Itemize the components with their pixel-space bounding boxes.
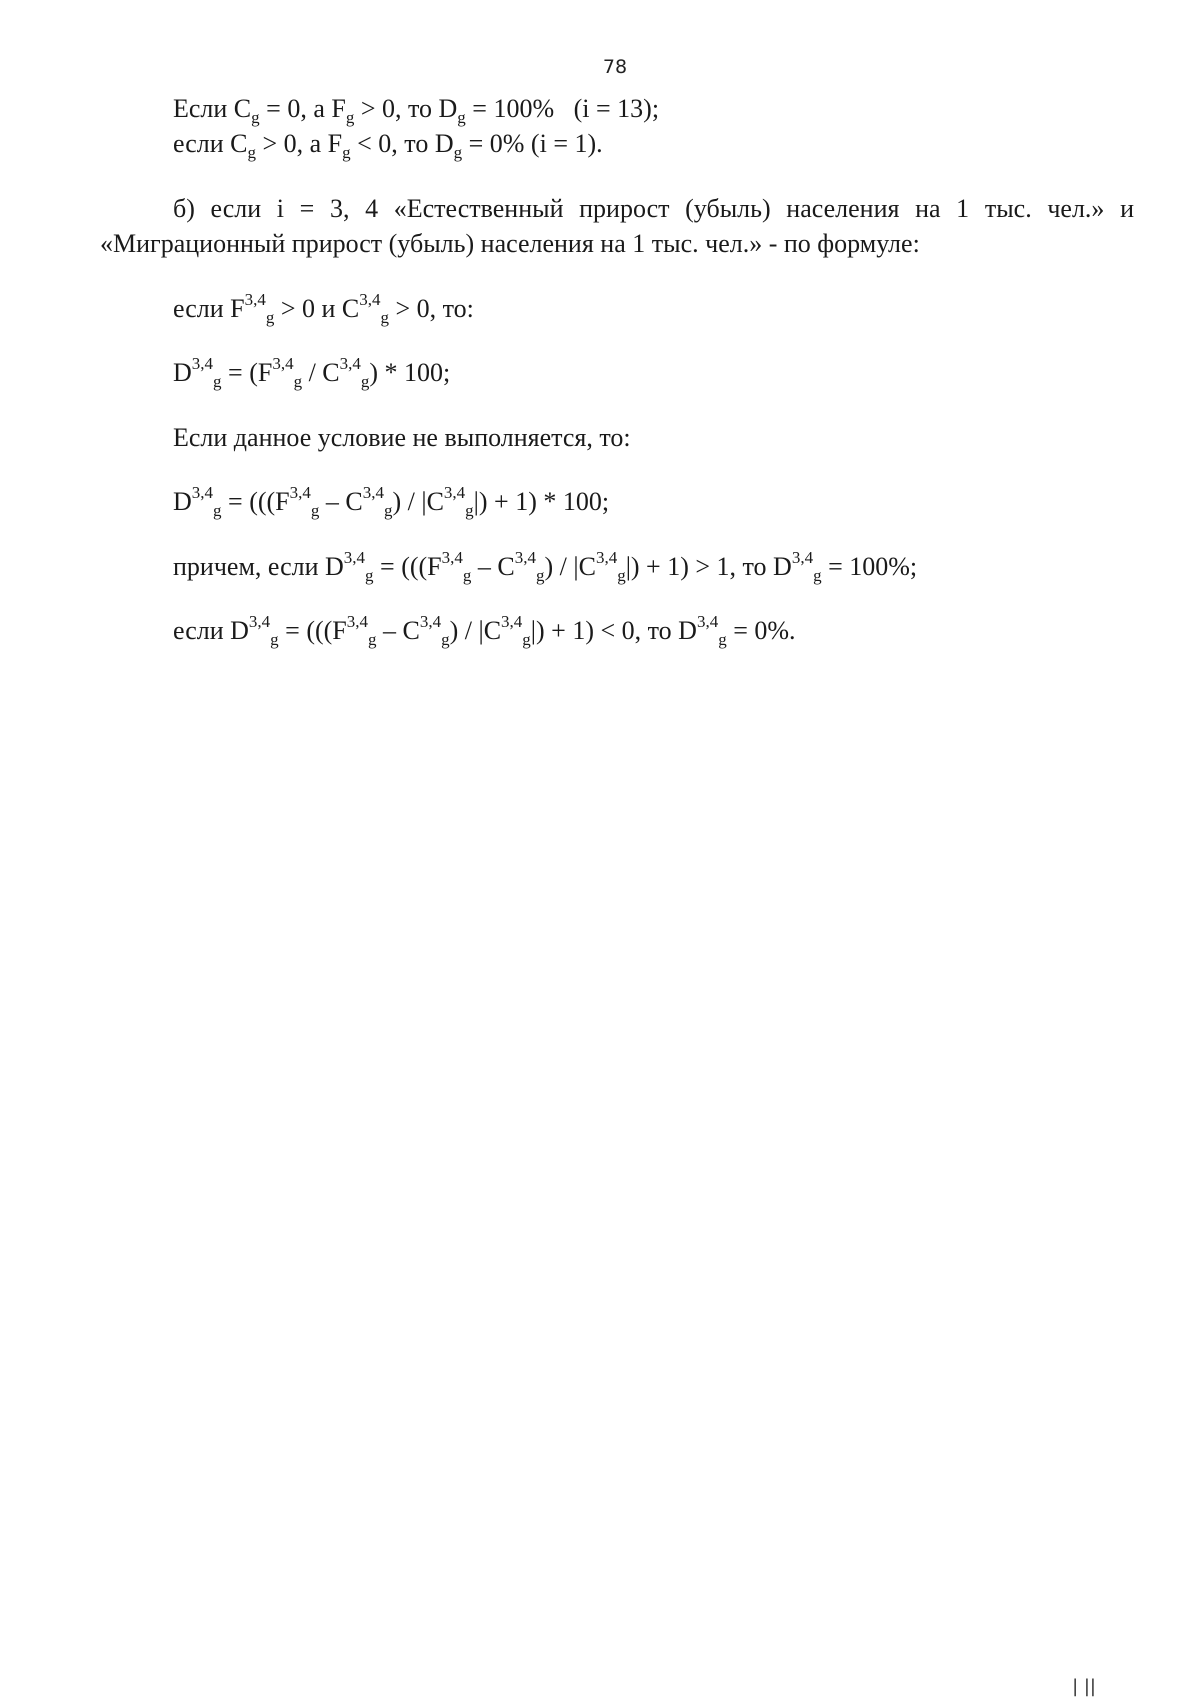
paragraph-b-line-1: б) если i = 3, 4 «Естественный прирост (убыль) населения на 1 тыс. чел.» и (173, 194, 1134, 223)
paragraph-b-line-2: «Миграционный прирост (убыль) населения на 1 тыс. чел.» - по формуле: (100, 229, 920, 258)
formula-2: $D^{3,4}_g = (((F^{3,4}_g - C^{3,4}_g) / |C^{3,4}_g|) + 1) * 100$; (173, 483, 610, 520)
formula-4: если $D^{3,4}_g = (((F^{3,4}_g - C^{3,4}_g) / |C^{3,4}_g|) + 1) < 0$, то D$^{3,4}_g$ = 0%. (173, 612, 796, 649)
scan-corner-mark: | || (1072, 1676, 1096, 1697)
formula-3: причем, если $D^{3,4}_g = (((F^{3,4}_g - C^{3,4}_g) / |C^{3,4}_g|) + 1) > 1$, то D$^{3,4}_g$ = 100%; (173, 548, 918, 585)
page-number: 78 (602, 56, 628, 78)
condition-line-1: Если $C_g = 0$, а $F_g > 0$, то $D_g = 100\%$ (i = 13); (173, 94, 660, 127)
else-condition-text: Если данное условие не выполняется, то: (173, 423, 631, 452)
condition-line-2: если $C_g > 0$, а $F_g < 0$, то $D_g = 0\%$ (i = 1). (173, 129, 603, 162)
formula-1: $D^{3,4}_g = (F^{3,4}_g / C^{3,4}_g) * 100$; (173, 354, 451, 391)
condition-formula: если F$^{3,4}_g$ > 0 и C$^{3,4}_g$ > 0, то: (173, 290, 474, 327)
